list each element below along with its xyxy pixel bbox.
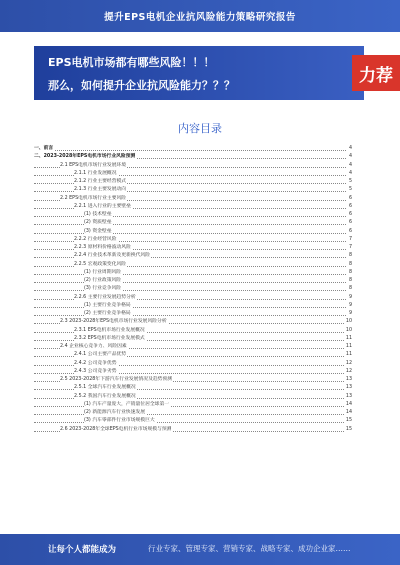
toc-entry-label: (2) 资质壁垒 [84,219,113,227]
toc-entry[interactable] [34,170,352,178]
toc-entry[interactable] [34,252,352,260]
toc-entry-label: (1) 主要行业竞争格局 [84,302,132,310]
toc-leader-dots [34,315,346,316]
toc-entry-label: 2.2.2 行业经营风险 [74,236,118,244]
toc-leader-dots [34,307,346,308]
toc-leader-dots [34,224,346,225]
footer-bar [0,534,400,565]
toc-entry[interactable] [34,236,352,244]
toc-entry-page: 10 [345,327,352,335]
toc-entry[interactable] [34,269,352,277]
toc-entry-label: 2.1.3 行业主要发展动向 [74,186,127,194]
toc-entry[interactable] [34,376,352,384]
footer-roles: 行业专家、管理专家、营销专家、战略专家、成功企业家…… [148,544,351,553]
toc-entry-label: 2.3 2023-2028年EPS电机市场行业发展风险分析 [60,318,168,326]
toc-entry[interactable] [34,162,352,170]
toc-leader-dots [34,406,346,407]
toc-entry-page: 4 [348,162,352,170]
toc-entry-label: (3) 汽车零部件行业市场规模巨大 [84,417,156,425]
toc-entry-label: 一、前言 [34,145,54,153]
toc-entry[interactable] [34,384,352,392]
toc-entry-label: 2.1.2 行业主要经营模式 [74,178,127,186]
footer-slogan: 让每个人都能成为 [48,545,117,555]
toc-entry[interactable] [34,277,352,285]
toc-entry-page: 7 [348,244,352,252]
toc-entry-label: 2.1.1 行业发展概况 [74,170,118,178]
toc-leader-dots [34,414,346,415]
toc-entry-page: 15 [345,417,352,425]
risk-banner [34,46,364,100]
toc-entry-label: 2.4.3 公司竞争劣势 [74,368,118,376]
toc-title: 内容目录 [178,122,222,135]
toc-entry-page: 14 [345,409,352,417]
toc-entry[interactable] [34,368,352,376]
toc-entry-label: 2.5 2023-2028年下游汽车行业发展情况及趋势预测 [60,376,173,384]
toc-entry[interactable] [34,178,352,186]
toc-entry-page: 4 [348,145,352,153]
toc-entry-label: (2) 主要行业竞争格局 [84,310,132,318]
toc-entry-label: 2.2.5 宏观政策变化风险 [74,261,127,269]
toc-entry[interactable] [34,426,352,434]
toc-entry-page: 4 [348,170,352,178]
toc-entry-label: (1) 行业周期风险 [84,269,122,277]
toc-entry-page: 9 [348,302,352,310]
toc-entry-page: 9 [348,310,352,318]
toc-entry-page: 13 [345,393,352,401]
toc-entry[interactable] [34,228,352,236]
toc-entry[interactable] [34,285,352,293]
toc-entry-page: 6 [348,195,352,203]
toc-entry[interactable] [34,203,352,211]
toc-entry[interactable] [34,318,352,326]
toc-entry-page: 6 [348,228,352,236]
toc-entry-page: 6 [348,211,352,219]
toc-leader-dots [34,290,346,291]
toc-entry-page: 11 [345,343,352,351]
toc-entry-page: 11 [345,335,352,343]
table-of-contents [34,145,352,434]
toc-entry-page: 8 [348,269,352,277]
toc-entry-label: 2.2 EPS电机市场行业主要风险 [60,195,127,203]
toc-entry-page: 7 [348,236,352,244]
report-header-title: 提升EPS电机企业抗风险能力策略研究报告 [104,12,296,23]
toc-entry-label: 2.6 2023-2028年全球EPS电机行业市场规模与预测 [60,426,172,434]
toc-entry-label: 2.4.2 公司竞争优势 [74,360,118,368]
toc-entry-label: 2.2.3 原材料价格波动风险 [74,244,132,252]
toc-entry-page: 13 [345,384,352,392]
toc-entry[interactable] [34,195,352,203]
toc-entry-page: 12 [345,368,352,376]
toc-entry[interactable] [34,417,352,425]
toc-entry-label: 二、2023-2028年EPS电机市场行业风险预测 [34,153,136,161]
toc-entry-label: 2.2.6 主要行业发展趋势分析 [74,294,137,302]
toc-entry-page: 11 [345,351,352,359]
toc-entry[interactable] [34,186,352,194]
toc-entry[interactable] [34,310,352,318]
toc-entry[interactable] [34,393,352,401]
toc-entry-label: (3) 行业竞争风险 [84,285,122,293]
toc-entry-page: 6 [348,203,352,211]
toc-entry-page: 14 [345,401,352,409]
toc-entry-label: (2) 新能源汽车行业快速发展 [84,409,146,417]
toc-entry[interactable] [34,261,352,269]
toc-entry[interactable] [34,153,352,161]
toc-entry[interactable] [34,335,352,343]
toc-entry-page: 4 [348,153,352,161]
toc-entry-label: (1) 汽车产量庞大，产销量位居全球第一 [84,401,170,409]
toc-leader-dots [34,422,346,423]
toc-entry-page: 8 [348,285,352,293]
toc-entry-label: 2.4 企业核心竞争力、风险因素 [60,343,128,351]
toc-entry-page: 8 [348,261,352,269]
toc-entry-label: 2.5.1 全球汽车行业发展概况 [74,384,137,392]
recommend-stamp: 力荐 [352,55,400,91]
toc-entry-page: 13 [345,376,352,384]
toc-entry[interactable] [34,351,352,359]
toc-entry-page: 8 [348,277,352,285]
toc-entry-label: 2.3.2 EPS电机市场行业发展模式 [74,335,146,343]
toc-entry[interactable] [34,219,352,227]
toc-entry-label: (2) 行业政策风险 [84,277,122,285]
toc-entry-page: 5 [348,186,352,194]
toc-entry[interactable] [34,294,352,302]
toc-entry[interactable] [34,327,352,335]
banner-line-1: EPS电机市场都有哪些风险！！！ [48,56,215,69]
toc-entry-label: 2.2.1 进入行业的主要壁垒 [74,203,132,211]
toc-entry-page: 12 [345,360,352,368]
toc-leader-dots [34,274,346,275]
toc-entry[interactable] [34,302,352,310]
toc-entry-page: 8 [348,252,352,260]
toc-entry-label: (3) 资金壁垒 [84,228,113,236]
toc-entry-label: 2.5.2 我国汽车行业发展概况 [74,393,137,401]
toc-entry[interactable] [34,244,352,252]
toc-entry[interactable] [34,211,352,219]
toc-entry-label: 2.4.1 公司主要产品优势 [74,351,127,359]
toc-entry-page: 10 [345,318,352,326]
report-header-bar [0,0,400,32]
toc-leader-dots [34,233,346,234]
toc-entry-label: (1) 技术壁垒 [84,211,113,219]
toc-entry-page: 15 [345,426,352,434]
toc-entry-label: 2.1 EPS电机市场行业发展环境 [60,162,127,170]
toc-entry-page: 5 [348,178,352,186]
toc-entry-page: 6 [348,219,352,227]
banner-line-2: 那么，如何提升企业抗风险能力？？？ [48,79,235,92]
toc-leader-dots [34,150,346,151]
toc-entry[interactable] [34,145,352,153]
toc-entry[interactable] [34,343,352,351]
toc-entry[interactable] [34,401,352,409]
toc-leader-dots [34,282,346,283]
toc-entry[interactable] [34,409,352,417]
toc-entry-page: 9 [348,294,352,302]
toc-entry-label: 2.3.1 EPS电机市场行业发展概况 [74,327,146,335]
toc-entry[interactable] [34,360,352,368]
toc-entry-label: 2.2.4 行业技术革新及更新换代风险 [74,252,151,260]
toc-leader-dots [34,216,346,217]
